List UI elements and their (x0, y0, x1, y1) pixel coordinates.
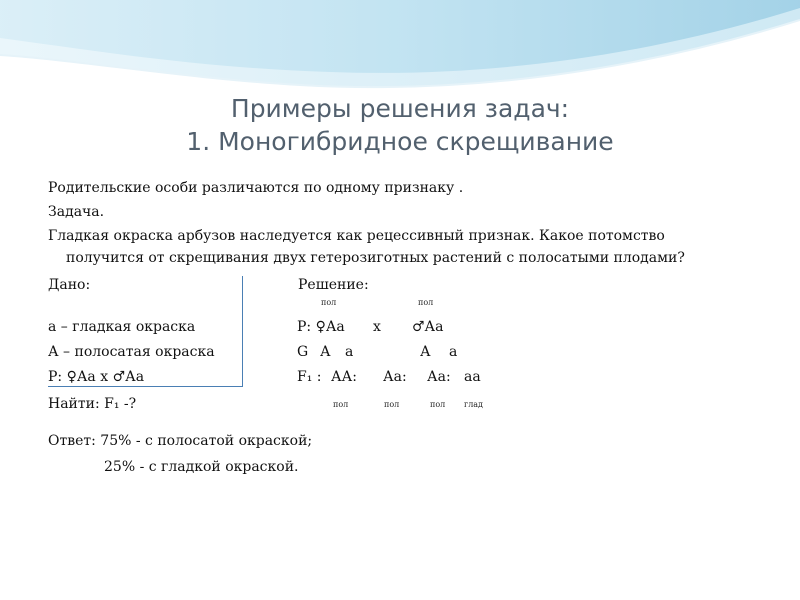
given-row-1: а – гладкая окраска (48, 319, 196, 335)
f1-phenotype-1: пол (333, 400, 349, 409)
gametes-label: G (297, 344, 309, 360)
title-line-1: Примеры решения задач: (230, 94, 570, 123)
f1-genotype-2: Аа: (383, 369, 407, 385)
parents-male: ♂Аа (412, 319, 444, 335)
slide-title (0, 92, 800, 158)
f1-genotype-1: АА: (331, 369, 357, 385)
given-row-4: Найти: F₁ -? (48, 396, 137, 412)
gamete-3: А (420, 344, 431, 360)
phenotype-label-female: пол (321, 298, 337, 307)
given-vertical-divider (242, 276, 243, 387)
phenotype-label-male: пол (418, 298, 434, 307)
f1-genotype-4: аа (464, 369, 481, 385)
f1-phenotype-4: глад (464, 400, 483, 409)
gamete-2: а (345, 344, 354, 360)
gamete-1: А (320, 344, 331, 360)
f1-phenotype-3: пол (430, 400, 446, 409)
title-line-2: 1. Моногибридное скрещивание (186, 127, 614, 156)
task-line-2: получится от скрещивания двух гетерозиготных растений с полосатыми плодами? (66, 250, 685, 266)
task-label: Задача. (48, 204, 105, 220)
solution-header: Решение: (298, 277, 369, 293)
parents-cross: х (373, 319, 381, 335)
intro-text: Родительские особи различаются по одному признаку . (48, 180, 464, 196)
task-line-1: Гладкая окраска арбузов наследуется как рецессивный признак. Какое потомство (48, 228, 665, 244)
answer-line-1: Ответ: 75% - с полосатой окраской; (48, 433, 313, 449)
given-header: Дано: (48, 277, 91, 293)
given-row-3: Р: ♀Аа х ♂Аа (48, 369, 145, 385)
parents-female: Р: ♀Аа (297, 319, 345, 335)
f1-genotype-3: Аа: (427, 369, 451, 385)
f1-label: F₁ : (297, 369, 322, 385)
answer-line-2: 25% - с гладкой окраской. (104, 459, 299, 475)
gamete-4: а (449, 344, 458, 360)
given-horizontal-divider (48, 386, 243, 387)
f1-phenotype-2: пол (384, 400, 400, 409)
given-row-2: А – полосатая окраска (48, 344, 215, 360)
